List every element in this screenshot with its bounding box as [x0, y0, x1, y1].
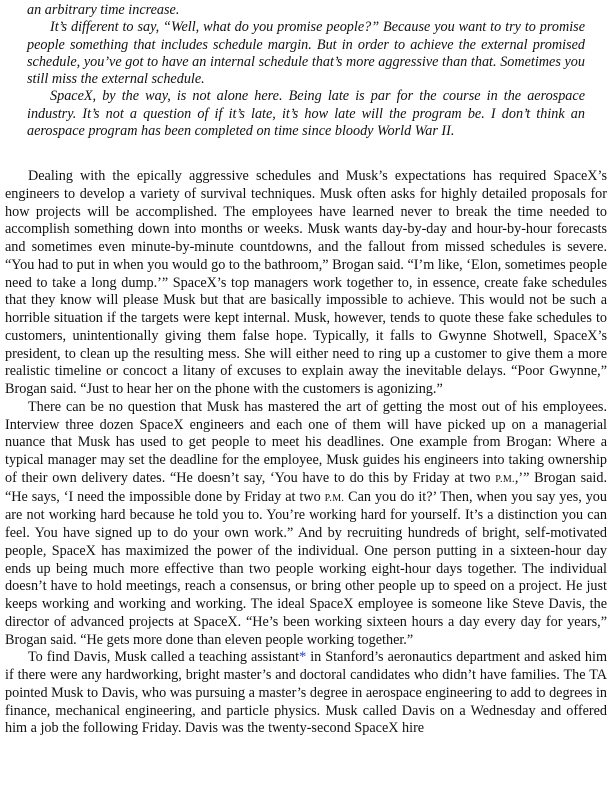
- small-caps-pm: P.M.: [324, 492, 345, 504]
- body-paragraph-2-part-a: There can be no question that Musk has mastered the art of getting the most out of his employees. Interview three dozen SpaceX engineers and each one of them will have picked up on a managerial nuance that Musk has used to get people to meet his deadlines. One example from Brogan: Where a typical manager may set the deadline for the employee, Musk guides his engineers into taking ownership of their own delivery dates. “He doesn’t say, ‘You have to do this by Friday at two: [5, 398, 607, 486]
- body-paragraph-3-part-a: To find Davis, Musk called a teaching assistant: [28, 649, 300, 666]
- body-paragraph-2: [5, 399, 607, 650]
- quote-paragraph-3: SpaceX, by the way, is not alone here. Being late is par for the course in the aerospace industry. It’s not a question of if it’s late, it’s how late will the program be. I don’t think an aerospace program has been completed on time since bloody World War II.: [27, 88, 585, 140]
- small-caps-pm: P.M.: [495, 473, 515, 485]
- body-paragraph-2-part-c: Can you do it?’ Then, when you say yes, you are not working hard because he told you to. You’re working hard for yourself. It’s a distinction you can feel. You have signed up to do your own work.” And by recruiting hundreds of bright, self-motivated people, SpaceX has maximized the power of the individual. One person putting in a sixteen-hour day ends up being much more effective than two people working eight-hour days together. The individual doesn’t have to hold meetings, reach a consensus, or bring other people up to speed on a project. He just keeps working and working and working. The ideal SpaceX employee is someone like Steve Davis, the director of advanced projects at SpaceX. “He’s been working sixteen hours a day every day for years,” Brogan said. “He gets more done than eleven people working together.”: [5, 488, 607, 648]
- body-paragraph-2-part-b: ,’” Brogan said. “He says, ‘I need the impossible done by Friday at two: [5, 469, 607, 505]
- quote-paragraph-1: an arbitrary time increase.: [27, 2, 180, 18]
- body-paragraph-3: [5, 649, 607, 738]
- footnote-link[interactable]: *: [299, 649, 307, 666]
- quote-paragraph-2: It’s different to say, “Well, what do you promise people?” Because you want to try to promise people something that includes schedule margin. But in order to achieve the external promised schedule, you’ve got to have an internal schedule that’s more aggressive than that. Sometimes you still miss the external schedule.: [27, 19, 585, 88]
- body-paragraph-3-part-b: in Stanford’s aeronautics department and asked him if there were any hardworking, bright master’s and doctoral candidates who didn’t have families. The TA pointed Musk to Davis, who was pursuing a master’s degree in aerospace engineering to add to degrees in finance, mechanical engineering, and particle physics. Musk called Davis on a Wednesday and offered him a job the following Friday. Davis was the twenty-second SpaceX hire: [5, 649, 607, 737]
- body-paragraph-1: Dealing with the epically aggressive schedules and Musk’s expectations has required SpaceX’s engineers to develop a variety of survival techniques. Musk often asks for highly detailed proposals for how projects will be accomplished. The employees have learned never to break the time needed to accomplish something down into months or weeks. Musk wants day-by-day and hour-by-hour forecasts and sometimes even minute-by-minute countdowns, and the fallout from missed schedules is severe. “You had to put in when you would go to the bathroom,” Brogan said. “I’m like, ‘Elon, sometimes people need to take a long dump.’” SpaceX’s top managers work together to, in essence, create fake schedules that they know will please Musk but that are basically impossible to achieve. This would not be such a horrible situation if the targets were kept internal. Musk, however, tends to quote these fake schedules to customers, unintentionally giving them false hope. Typically, it falls to Gwynne Shotwell, SpaceX’s president, to clean up the resulting mess. She will either need to ring up a customer to give them a more realistic timeline or concoct a litany of excuses to explain away the inevitable delays. “Poor Gwynne,” Brogan said. “Just to hear her on the phone with the customers is agonizing.”: [5, 168, 607, 397]
- block-quote: [27, 2, 585, 140]
- body-text: [5, 168, 607, 738]
